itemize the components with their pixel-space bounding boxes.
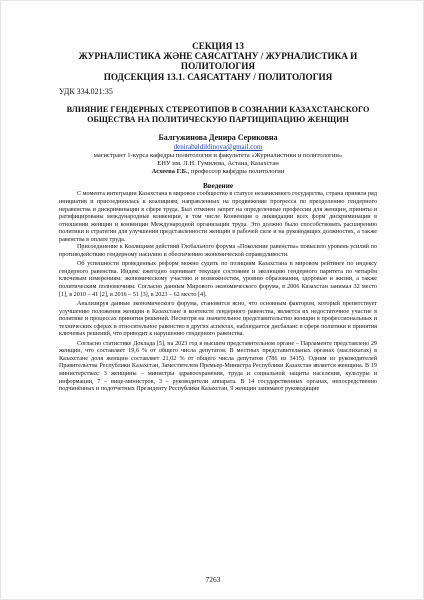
paragraph: Анализируя данные экономического форума, становится ясно, что основным фактором, который препятствует улучшению положения женщин в Казахстане в контексте гендерного равенства, является их недостаточное участие в политике и процессах принятия решений. Несмотря на значительное представительство женщин в профессиональных и технических сферах и относительное равенство в других аспектах, наблюдается дисбаланс в сфере политики и принятия ключевых решений, что приводит к нарушению гендерного равенства. bbox=[59, 301, 377, 338]
intro-heading: Введение bbox=[202, 182, 234, 191]
author-university: ЕНУ им. Л.Н. Гумилева, Астана, Казахстан bbox=[157, 160, 279, 168]
page-content bbox=[59, 41, 377, 394]
author-name: Балгужинова Денира Сериковна bbox=[158, 132, 278, 142]
paragraph: Согласно статистике Доклада [5], на 2023 год в высшем представительном органе – Парламенте представлено 29 женщин, что составляет 19,6 % от общего числа депутатов. В местных представительных органах (маслихатах) в Казахстане доля женщин составляет 21,02 % от общего числа депутатов (786 из 3415). Одним из руководителей Правительства Республики Казахстан, Заместителем Премьер-Министра Республики Казахстан является женщина. В 19 министерствах: 3 женщины – министры здравоохранения, труда и социальной защиты населения, культуры и информации, 7 – вице-министров, 3 – руководители аппарата. В 14 государственных органах, непосредственно подчинённых и подотчетных Президенту Республики Казахстан, 9 женщин занимают руководящие bbox=[59, 340, 377, 393]
page-number: 7263 bbox=[205, 575, 221, 584]
author-affiliation: магистрант 1-курса кафедры политологии и факультета «Журналистики и политологии» bbox=[93, 151, 343, 159]
section-name: ЖУРНАЛИСТИКА ЖӘНЕ САЯСАТТАНУ / ЖУРНАЛИСТИКА И ПОЛИТОЛОГИЯ bbox=[78, 51, 358, 72]
subsection-title: ПОДСЕКЦИЯ 13.1. САЯСАТТАНУ / ПОЛИТОЛОГИЯ bbox=[103, 71, 333, 82]
paragraph: Об успешности проведенных реформ можно судить по позициям Казахстана в мировом рейтинге по индексу гендерного равенства. Индекс ежегодно оценивает текущее состояние и эволюцию гендерного паритета по четырём ключевым измерениям: экономическому участию и возможностям, уровню образования, здоровью и жизни, а также политическим полномочиям. Согласно данным Мирового экономического форума, в 2006 Казахстан занимал 32 место [1], в 2010 – 41 [2], в 2016 – 51 [3], в 2023 – 62 место [4]. bbox=[59, 261, 377, 298]
paragraph: С момента интеграции Казахстана в мировое сообщество в статусе независимого государства, страна приняла ряд инициатив и присоединилась к коалициям, направленных на продвижение прогресса по преодолению гендерного неравенства и дискриминации в сфере труда. Был отменен запрет на определенные профессии для женщин, приняты и ратифицированы международные конвенции, в том числе Конвенция о ликвидации всех форм дискриминации в отношении женщин и конвенции Международной организации труда. Это должно было способствовать расширению политики и стратегии для улучшения представленности женщин в рабочей силе и на руководящих должностях, а также равенства в оплате труда. bbox=[59, 191, 377, 243]
coauthor-name: Асхеева Г.Б. bbox=[151, 168, 188, 176]
paragraph: Присоединение к Коалициям действий Глобального форума «Поколение равенства» повысило уровень усилий по противодействию гендерному насилию и обеспечению экономической справедливости. bbox=[59, 244, 377, 258]
udk-code: УДК 334.021:35 bbox=[59, 86, 113, 96]
coauthor-line bbox=[59, 168, 377, 176]
author-email-link[interactable]: denirabaldildinova@gmail.com bbox=[173, 142, 263, 151]
section-title: СЕКЦИЯ 13 bbox=[192, 41, 244, 51]
coauthor-role: , профессор кафедры политологии bbox=[187, 168, 285, 176]
paper-title: ВЛИЯНИЕ ГЕНДЕРНЫХ СТЕРЕОТИПОВ В СОЗНАНИИ КАЗАХСТАНСКОГО ОБЩЕСТВА НА ПОЛИТИЧЕСКУЮ ПАРТИЦИПАЦИЮ ЖЕНЩИН bbox=[66, 104, 370, 124]
